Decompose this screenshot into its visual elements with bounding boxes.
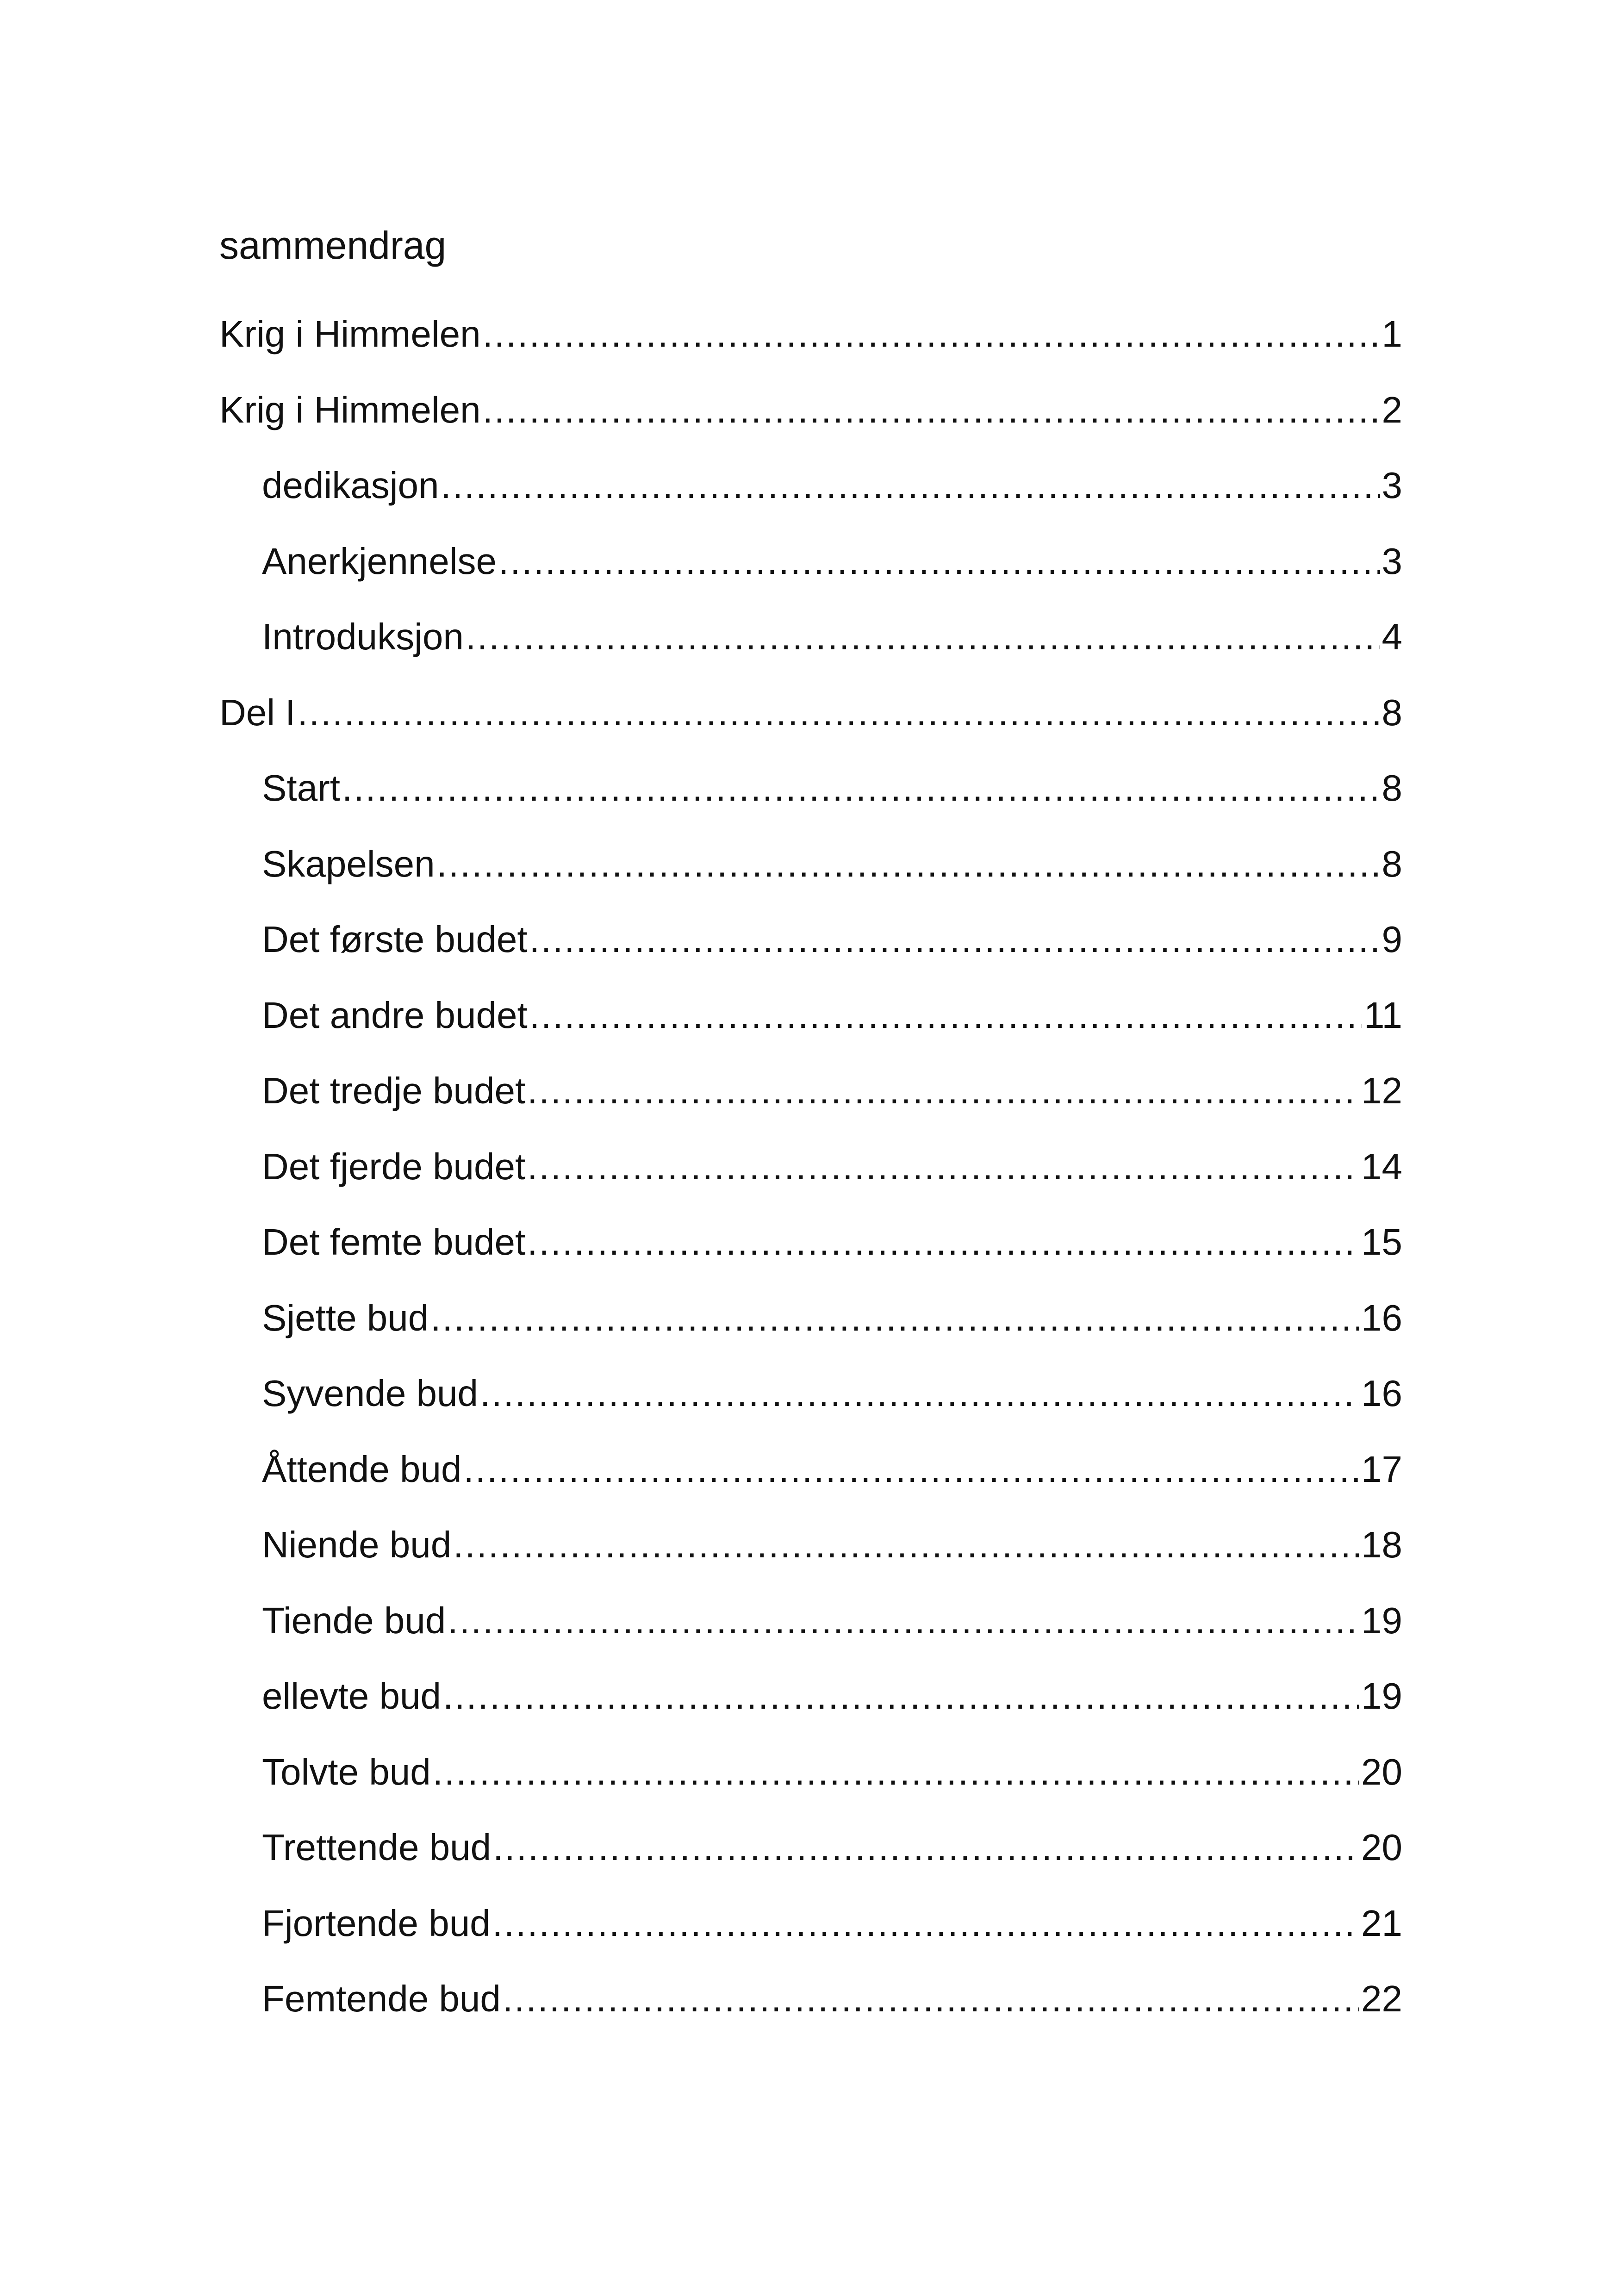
toc-entry-label: dedikasjon [262, 465, 439, 506]
toc-entry[interactable] [219, 760, 1402, 836]
toc-list [219, 306, 1402, 2047]
toc-dot-leader [342, 760, 1380, 816]
toc-dot-leader [443, 1668, 1359, 1724]
toc-entry-page-number: 8 [1382, 767, 1402, 809]
toc-entry-label: Syvende bud [262, 1373, 479, 1414]
toc-entry-page-number: 3 [1382, 465, 1402, 506]
toc-entry-page-number: 14 [1361, 1145, 1402, 1187]
toc-entry[interactable] [219, 609, 1402, 685]
toc-entry-page-number: 17 [1361, 1448, 1402, 1490]
toc-entry-page-number: 9 [1382, 919, 1402, 960]
toc-dot-leader [492, 1896, 1359, 1951]
toc-entry-page-number: 16 [1361, 1297, 1402, 1338]
toc-entry[interactable] [219, 836, 1402, 912]
toc-dot-leader [441, 458, 1380, 513]
toc-dot-leader [527, 1063, 1359, 1119]
toc-entry-label: Det fjerde budet [262, 1145, 526, 1187]
toc-entry[interactable] [219, 1366, 1402, 1442]
toc-entry-label: Fjortende bud [262, 1902, 491, 1944]
toc-dot-leader [529, 912, 1380, 967]
toc-entry-page-number: 3 [1382, 540, 1402, 582]
toc-dot-leader [527, 1139, 1359, 1195]
toc-entry[interactable] [219, 1896, 1402, 1972]
toc-entry[interactable] [219, 912, 1402, 988]
toc-entry-page-number: 18 [1361, 1524, 1402, 1565]
toc-entry-page-number: 20 [1361, 1751, 1402, 1792]
toc-entry[interactable] [219, 458, 1402, 534]
toc-entry-label: Del I [219, 691, 296, 733]
toc-entry[interactable] [219, 1517, 1402, 1593]
toc-dot-leader [448, 1593, 1359, 1649]
toc-entry-page-number: 21 [1361, 1902, 1402, 1944]
toc-entry-page-number: 8 [1382, 691, 1402, 733]
toc-entry-label: Femtende bud [262, 1978, 501, 2019]
toc-entry-label: Sjette bud [262, 1297, 429, 1338]
toc-entry[interactable] [219, 1442, 1402, 1518]
toc-title: sammendrag [219, 224, 447, 267]
toc-entry[interactable] [219, 1214, 1402, 1290]
toc-entry[interactable] [219, 988, 1402, 1064]
toc-dot-leader [433, 1744, 1359, 1800]
toc-entry-page-number: 1 [1382, 313, 1402, 355]
toc-entry-label: Niende bud [262, 1524, 452, 1565]
toc-entry[interactable] [219, 534, 1402, 610]
toc-dot-leader [437, 836, 1380, 892]
toc-entry[interactable] [219, 1139, 1402, 1215]
toc-dot-leader [483, 382, 1380, 438]
toc-entry-page-number: 16 [1361, 1373, 1402, 1414]
toc-entry-label: Krig i Himmelen [219, 389, 481, 430]
toc-entry[interactable] [219, 382, 1402, 458]
toc-entry-label: Start [262, 767, 340, 809]
toc-entry[interactable] [219, 1063, 1402, 1139]
toc-entry-label: Krig i Himmelen [219, 313, 481, 355]
toc-entry[interactable] [219, 1290, 1402, 1366]
toc-entry-page-number: 19 [1361, 1675, 1402, 1717]
toc-entry-page-number: 15 [1361, 1221, 1402, 1263]
toc-dot-leader [453, 1517, 1359, 1573]
toc-entry-page-number: 22 [1361, 1978, 1402, 2019]
toc-entry[interactable] [219, 1820, 1402, 1896]
toc-entry[interactable] [219, 1971, 1402, 2047]
toc-entry-page-number: 20 [1361, 1827, 1402, 1868]
toc-entry-label: Det første budet [262, 919, 528, 960]
toc-entry[interactable] [219, 685, 1402, 761]
toc-entry[interactable] [219, 306, 1402, 382]
toc-entry-page-number: 19 [1361, 1599, 1402, 1641]
toc-dot-leader [298, 685, 1380, 740]
toc-dot-leader [493, 1820, 1359, 1875]
toc-entry-page-number: 2 [1382, 389, 1402, 430]
toc-entry-label: ellevte bud [262, 1675, 441, 1717]
toc-entry[interactable] [219, 1668, 1402, 1744]
toc-dot-leader [527, 1214, 1359, 1270]
toc-dot-leader [466, 609, 1380, 665]
toc-entry-page-number: 11 [1363, 994, 1402, 1036]
toc-dot-leader [503, 1971, 1359, 2027]
toc-dot-leader [498, 534, 1380, 589]
toc-entry-label: Anerkjennelse [262, 540, 497, 582]
toc-dot-leader [483, 306, 1380, 362]
toc-entry-label: Tiende bud [262, 1599, 446, 1641]
toc-entry[interactable] [219, 1593, 1402, 1669]
toc-entry-label: Det tredje budet [262, 1070, 526, 1111]
toc-entry-label: Skapelsen [262, 843, 435, 884]
toc-entry-label: Det andre budet [262, 994, 528, 1036]
toc-entry-label: Introduksjon [262, 616, 464, 657]
toc-entry[interactable] [219, 1744, 1402, 1820]
toc-entry-page-number: 4 [1382, 616, 1402, 657]
toc-dot-leader [463, 1442, 1359, 1497]
toc-entry-page-number: 8 [1382, 843, 1402, 884]
toc-dot-leader [529, 988, 1362, 1043]
toc-entry-label: Tolvte bud [262, 1751, 431, 1792]
toc-dot-leader [430, 1290, 1359, 1346]
toc-entry-page-number: 12 [1361, 1070, 1402, 1111]
toc-dot-leader [480, 1366, 1359, 1421]
toc-entry-label: Det femte budet [262, 1221, 526, 1263]
toc-entry-label: Trettende bud [262, 1827, 492, 1868]
toc-entry-label: Åttende bud [262, 1448, 462, 1490]
